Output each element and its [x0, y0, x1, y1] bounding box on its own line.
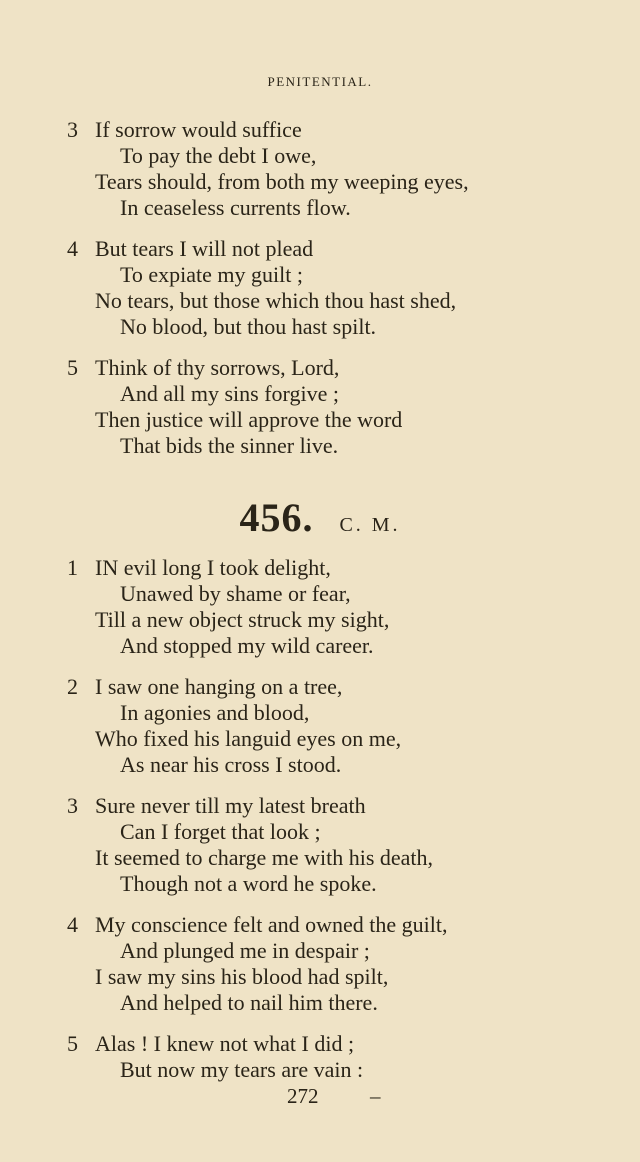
- hymn-heading: [0, 494, 640, 541]
- stanza-number: 5: [67, 355, 78, 380]
- stanza-line: Sure never till my latest breath: [95, 793, 366, 818]
- stanza-line: Unawed by shame or fear,: [120, 581, 351, 606]
- stanza-line: Though not a word he spoke.: [120, 871, 377, 896]
- stanza-line: In ceaseless currents flow.: [120, 195, 351, 220]
- stanza-line: To expiate my guilt ;: [120, 262, 303, 287]
- stanza-line: If sorrow would suffice: [95, 117, 302, 142]
- footer-mark: –: [370, 1084, 381, 1108]
- running-header: PENITENTIAL.: [267, 74, 373, 89]
- stanza-line: But now my tears are vain :: [120, 1057, 364, 1082]
- stanza-line: In agonies and blood,: [120, 700, 310, 725]
- stanza-number: 4: [67, 236, 78, 261]
- stanza-line: Tears should, from both my weeping eyes,: [95, 169, 469, 194]
- hymn-meter: C. M.: [339, 514, 401, 536]
- stanza-number: 3: [67, 793, 78, 818]
- stanza-line: But tears I will not plead: [95, 236, 314, 261]
- stanza-line: No tears, but those which thou hast shed,: [95, 288, 457, 313]
- stanza-number: 4: [67, 912, 78, 937]
- stanza-line: And all my sins forgive ;: [120, 381, 339, 406]
- stanza-line: Can I forget that look ;: [120, 819, 321, 844]
- stanza-number: 5: [67, 1031, 78, 1056]
- stanza-line: And plunged me in despair ;: [120, 938, 370, 963]
- stanza-line: Till a new object struck my sight,: [95, 607, 390, 632]
- stanza-line: It seemed to charge me with his death,: [95, 845, 434, 870]
- stanza-line: Then justice will approve the word: [95, 407, 403, 432]
- stanza-line: And helped to nail him there.: [120, 990, 378, 1015]
- hymn-number: 456.: [239, 495, 314, 540]
- stanza-line: Think of thy sorrows, Lord,: [95, 355, 340, 380]
- stanza-line: Who fixed his languid eyes on me,: [95, 726, 402, 751]
- stanza-line: That bids the sinner live.: [120, 433, 339, 458]
- stanza-number: 2: [67, 674, 78, 699]
- page-number: 272: [287, 1084, 319, 1108]
- stanza-line: As near his cross I stood.: [120, 752, 342, 777]
- stanza-line: To pay the debt I owe,: [120, 143, 317, 168]
- stanza-line: I saw my sins his blood had spilt,: [95, 964, 389, 989]
- stanza-line: IN evil long I took delight,: [95, 555, 331, 580]
- stanza-line: And stopped my wild career.: [120, 633, 374, 658]
- stanza-line: Alas ! I knew not what I did ;: [95, 1031, 355, 1056]
- stanza-line: No blood, but thou hast spilt.: [120, 314, 377, 339]
- stanza-number: 1: [67, 555, 78, 580]
- stanza-number: 3: [67, 117, 78, 142]
- stanza-line: My conscience felt and owned the guilt,: [95, 912, 448, 937]
- stanza-line: I saw one hanging on a tree,: [95, 674, 343, 699]
